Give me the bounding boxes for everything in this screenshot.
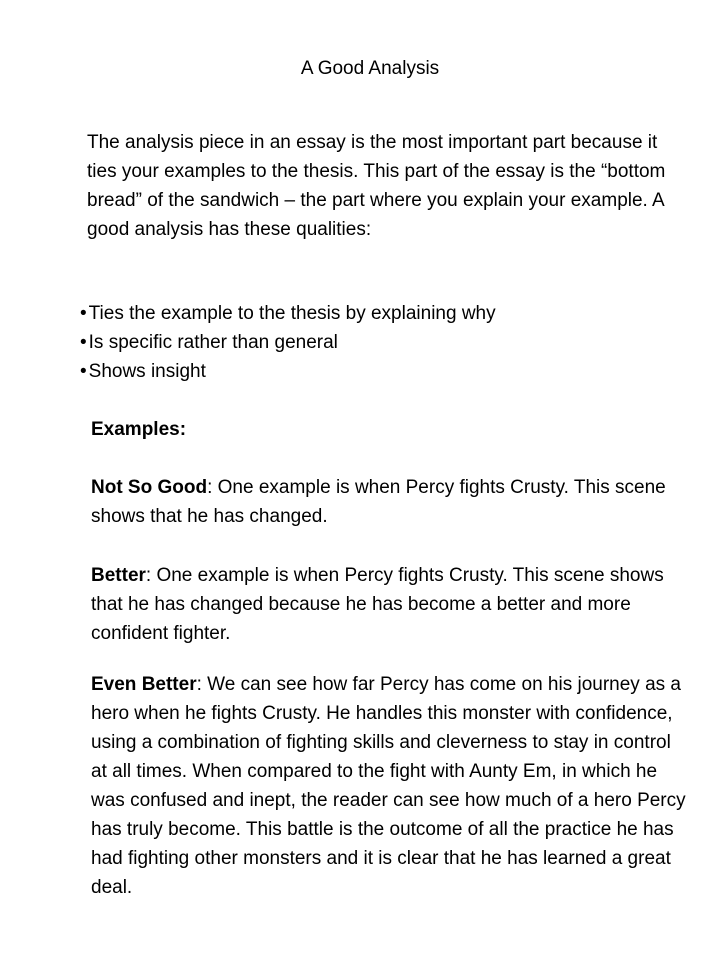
list-item	[80, 328, 496, 357]
example-even-better	[91, 670, 691, 902]
examples-heading: Examples:	[91, 419, 187, 440]
quality-text: Is specific rather than general	[88, 332, 338, 353]
quality-text: Ties the example to the thesis by explaining why	[88, 303, 496, 324]
bullet-icon: •	[80, 361, 87, 382]
qualities-list	[80, 299, 496, 386]
list-item	[80, 357, 496, 386]
list-item	[80, 299, 496, 328]
example-better	[91, 561, 691, 648]
example-label: Even Better	[91, 674, 197, 695]
example-text: : One example is when Percy fights Crusty. This scene shows that he has changed.	[91, 477, 666, 527]
page-title: A Good Analysis	[300, 58, 440, 79]
example-text: : We can see how far Percy has come on his journey as a hero when he fights Crusty. He handles this monster with confidence, using a combination of fighting skills and cleverness to stay in control at all times. When compared to the fight with Aunty Em, in which he was confused and inept, the reader can see how much of a hero Percy has truly become. This battle is the outcome of all the practice he has had fighting other monsters and it is clear that he has learned a great deal.	[91, 674, 686, 898]
intro-text: The analysis piece in an essay is the most important part because it ties your examples to the thesis. This part of the essay is the “bottom bread” of the sandwich – the part where you explain your example. A good analysis has these qualities:	[87, 132, 666, 240]
example-label: Better	[91, 565, 146, 586]
intro-paragraph	[87, 128, 687, 244]
example-not-so-good	[91, 473, 691, 531]
bullet-icon: •	[80, 303, 87, 324]
example-label: Not So Good	[91, 477, 208, 498]
quality-text: Shows insight	[88, 361, 206, 382]
bullet-icon: •	[80, 332, 87, 353]
example-text: : One example is when Percy fights Crusty. This scene shows that he has changed because he has become a better and more confident fighter.	[91, 565, 664, 644]
